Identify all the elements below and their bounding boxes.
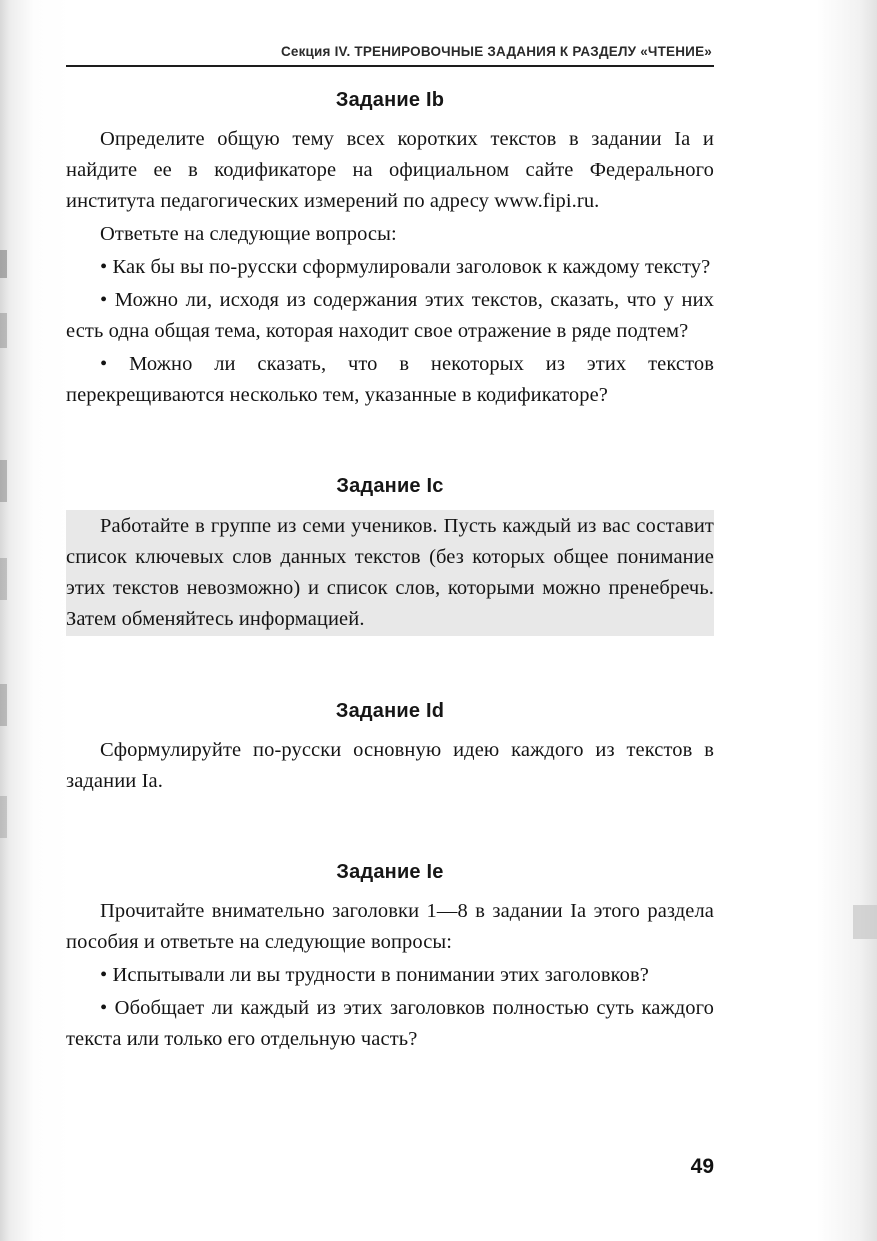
task-id-paragraph-1: Сформулируйте по-русски основную идею каждого из текстов в задании Iа. [66, 739, 714, 792]
task-ie-paragraph-1: Прочитайте внимательно заголовки 1—8 в задании Iа этого раздела пособия и ответьте на следующие вопросы: [66, 900, 714, 953]
task-ib-bullet-1: • Как бы вы по-русски сформулировали заголовок к каждому тексту? [100, 256, 711, 278]
task-ie-bullet-2: • Обобщает ли каждый из этих заголовков полностью суть каждого текста или только его отдельную часть? [66, 997, 714, 1050]
running-head: Секция IV. ТРЕНИРОВОЧНЫЕ ЗАДАНИЯ К РАЗДЕЛУ «ЧТЕНИЕ» [280, 44, 712, 59]
header-rule [66, 65, 714, 67]
task-ib-paragraph-1: Определите общую тему всех коротких текстов в задании Iа и найдите ее в кодификаторе на официальном сайте Федерального института педагогических измерений по адресу www.fipi.ru. [66, 128, 714, 212]
task-title-ib: Задание Ib [335, 89, 445, 111]
task-ie-bullet-1: • Испытывали ли вы трудности в понимании этих заголовков? [100, 964, 649, 986]
task-ib-paragraph-2: Ответьте на следующие вопросы: [100, 223, 397, 245]
task-ib-bullet-3: • Можно ли сказать, что в некоторых из этих текстов перекрещиваются несколько тем, указанные в кодификаторе? [66, 353, 714, 406]
task-title-id: Задание Id [335, 700, 445, 722]
task-title-ic: Задание Ic [336, 475, 444, 497]
task-ic-paragraph-1: Работайте в группе из семи учеников. Пусть каждый из вас составит список ключевых слов данных текстов (без которых общее понимание этих текстов невозможно) и список слов, которыми можно пренебречь. Затем обменяйтесь информацией. [66, 510, 714, 636]
task-title-ie: Задание Iе [336, 861, 444, 883]
page-number: 49 [690, 1155, 714, 1178]
task-ib-bullet-2: • Можно ли, исходя из содержания этих текстов, сказать, что у них есть одна общая тема, которая находит свое отражение в ряде подтем? [66, 289, 714, 342]
page-content [66, 44, 714, 1057]
